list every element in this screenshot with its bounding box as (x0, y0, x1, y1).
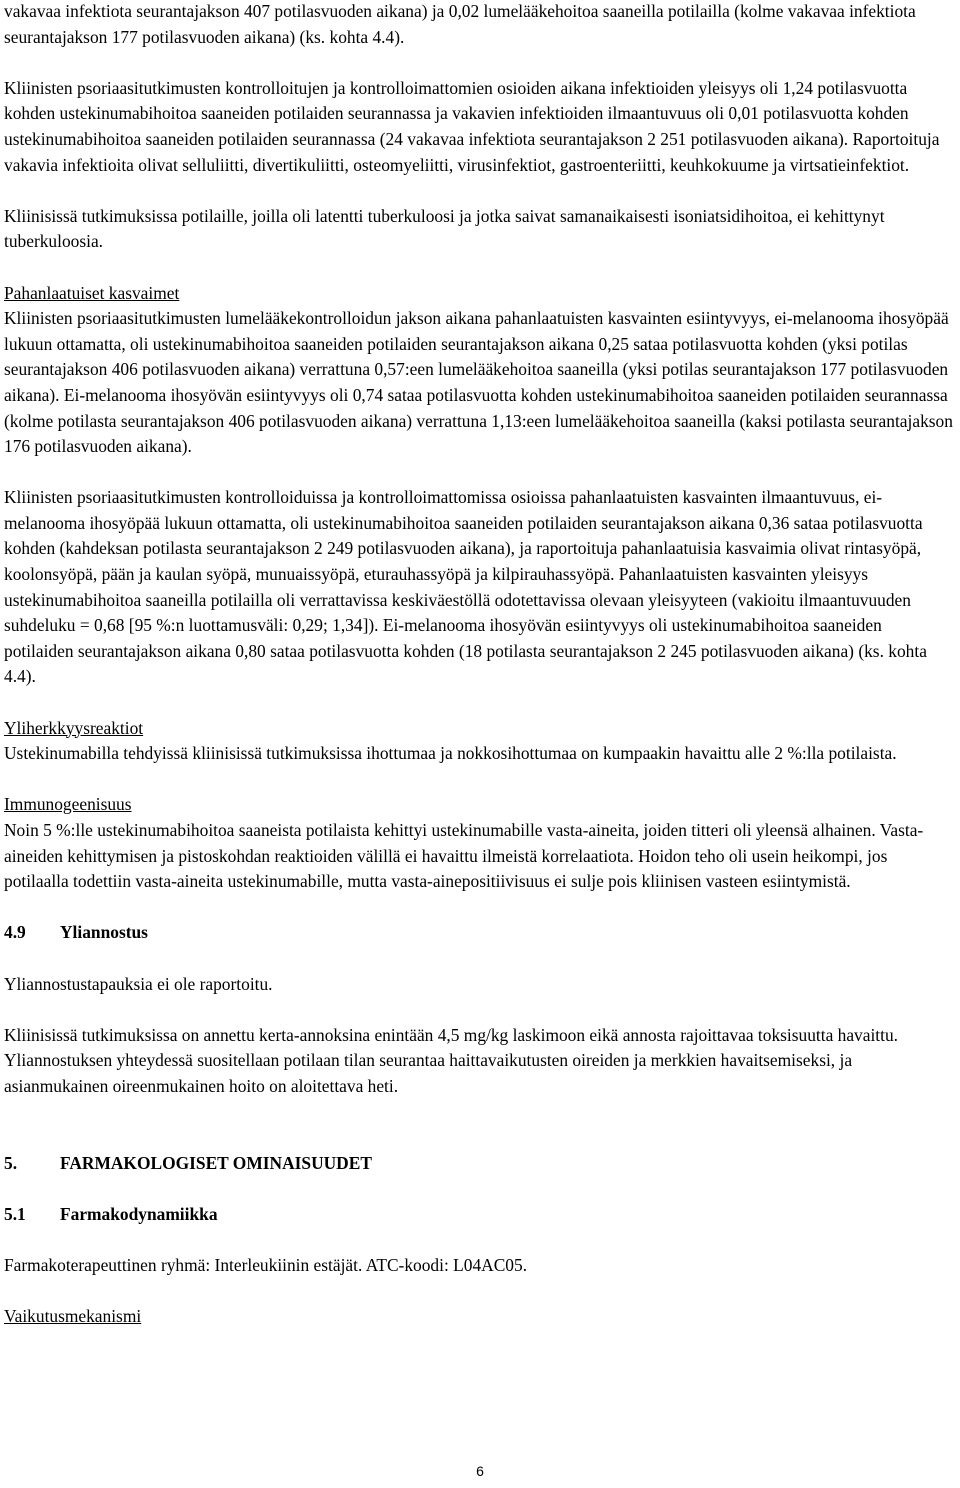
section-heading-5 (4, 1151, 954, 1177)
section-title: Farmakodynamiikka (60, 1203, 218, 1224)
subheading-mechanism: Vaikutusmekanismi (4, 1306, 142, 1327)
subheading-malignancies: Pahanlaatuiset kasvaimet (4, 282, 180, 303)
paragraph-hypersensitivity: Ustekinumabilla tehdyissä kliinisissä tutkimuksissa ihottumaa ja nokkosihottumaa on kumpaakin havaittu alle 2 %:lla potilaista. (4, 743, 897, 764)
paragraph-tuberculosis: Kliinisissä tutkimuksissa potilaille, joilla oli latentti tuberkuloosi ja jotka saivat samanaikaisesti isoniatsidihoitoa, ei kehittynyt tuberkuloosia. (4, 205, 885, 252)
section-heading-5-1 (4, 1202, 954, 1228)
paragraph-malignancies-overall: Kliinisten psoriaasitutkimusten kontrolloiduissa ja kontrolloimattomissa osioissa pahanlaatuisten kasvainten ilmaantuvuus, ei-melanooma ihosyöpää lukuun ottamatta, oli ustekinumabihoitoa saaneiden potilaiden seurantajakson aikana 0,36 sataa potilasvuotta kohden (kahdeksan potilasta seurantajakson 2 249 potilasvuoden aikana), ja raportoituja pahanlaatuisia kasvaimia olivat rintasyöpä, koolonsyöpä, pään ja kaulan syöpä, munuaissyöpä, eturauhassyöpä ja kilpirauhassyöpä. Pahanlaatuisten kasvainten yleisyys ustekinumabihoitoa saaneilla potilailla oli verrattavissa keskiväestöllä odotettavissa olevaan yleisyyteen (vakioitu ilmaantuvuuden suhdeluku = 0,68 [95 %:n luottamusväli: 0,29; 1,34]). Ei-melanooma ihosyövän esiintyvyys oli ustekinumabihoitoa saaneiden potilaiden seurantajakson aikana 0,80 sataa potilasvuotta kohden (18 potilasta seurantajakson 2 245 potilasvuoden aikana) (ks. kohta 4.4). (4, 487, 927, 687)
paragraph-atc-code: Farmakoterapeuttinen ryhmä: Interleukiinin estäjät. ATC-koodi: L04AC05. (4, 1254, 528, 1275)
paragraph-malignancies-placebo: Kliinisten psoriaasitutkimusten lumelääkekontrolloidun jakson aikana pahanlaatuisten kasvainten esiintyvyys, ei-melanooma ihosyöpää lukuun ottamatta, oli ustekinumabihoitoa saaneiden potilaiden seurantajakson aikana 0,25 sataa potilasvuotta kohden (yksi potilas seurantajakson 406 potilasvuoden aikana) verrattuna 0,57:een lumelääkehoitoa saaneilla (yksi potilas seurantajakson 177 potilasvuoden aikana). Ei-melanooma ihosyövän esiintyvyys oli 0,74 sataa potilasvuotta kohden ustekinumabihoitoa saaneiden potilaiden seurannassa (kolme potilasta seurantajakson 406 potilasvuoden aikana) verrattuna 1,13:een lumelääkehoitoa saaneilla (kaksi potilasta seurantajakson 176 potilasvuoden aikana). (4, 308, 953, 457)
section-number: 4.9 (4, 922, 26, 943)
section-number: 5.1 (4, 1203, 26, 1224)
paragraph-immunogenicity: Noin 5 %:lle ustekinumabihoitoa saaneista potilaista kehittyi ustekinumabille vasta-aineita, joiden titteri oli yleensä alhainen. Vasta-aineiden kehittymisen ja pistoskohdan reaktioiden välillä ei havaittu ilmeistä korrelaatiota. Hoidon teho oli usein heikompi, jos potilaalla todettiin vasta-aineita ustekinumabille, mutta vasta-ainepositiivisuus ei sulje pois kliinisen vasteen esiintymistä. (4, 820, 924, 892)
paragraph-overdose-none: Yliannostustapauksia ei ole raportoitu. (4, 973, 273, 994)
paragraph-infection-continuation: vakavaa infektiota seurantajakson 407 potilasvuoden aikana) ja 0,02 lumelääkehoitoa saaneilla potilailla (kolme vakavaa infektiota seurantajakson 177 potilasvuoden aikana) (ks. kohta 4.4). (4, 1, 916, 47)
section-heading-4-9 (4, 920, 954, 946)
page-number: 6 (476, 1463, 484, 1479)
document-page (4, 0, 954, 1330)
subheading-hypersensitivity: Yliherkkyysreaktiot (4, 717, 144, 738)
paragraph-overdose-dose: Kliinisissä tutkimuksissa on annettu kerta-annoksina enintään 4,5 mg/kg laskimoon eikä annosta rajoittavaa toksisuutta havaittu. Yliannostuksen yhteydessä suositellaan potilaan tilan seurantaa haittavaikutusten oireiden ja merkkien havaitsemiseksi, ja asianmukainen oireenmukainen hoito on aloitettava heti. (4, 1024, 898, 1096)
section-title: FARMAKOLOGISET OMINAISUUDET (60, 1152, 372, 1173)
section-title: Yliannostus (60, 922, 148, 943)
section-number: 5. (4, 1152, 18, 1173)
subheading-immunogenicity: Immunogeenisuus (4, 794, 132, 815)
paragraph-infection-incidence: Kliinisten psoriaasitutkimusten kontrolloitujen ja kontrolloimattomien osioiden aikana infektioiden yleisyys oli 1,24 potilasvuotta kohden ustekinumabihoitoa saaneiden potilaiden seurannassa ja vakavien infektioiden ilmaantuvuus oli 0,01 potilasvuotta kohden ustekinumabihoitoa saaneiden potilaiden seurannassa (24 vakavaa infektiota seurantajakson 2 251 potilasvuoden aikana). Raportoituja vakavia infektioita olivat selluliitti, divertikuliitti, osteomyeliitti, virusinfektiot, gastroenteriitti, keuhkokuume ja virtsatieinfektiot. (4, 77, 940, 175)
